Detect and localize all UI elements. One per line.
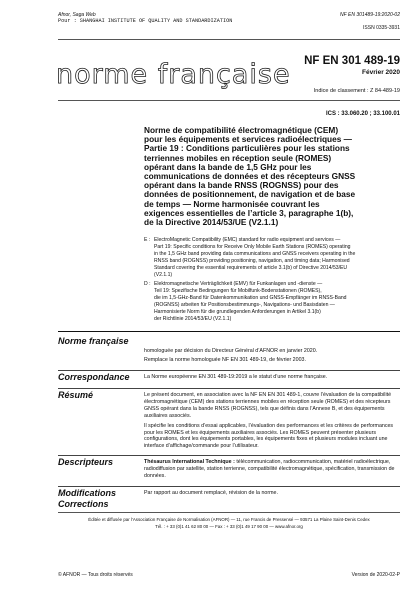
classification-text: Indice de classement : Z 84-489-19	[313, 88, 400, 94]
german-title-line: die im 1,5-GHz-Band für Datenkommunikation und GNSS-Empfänger im RNSS-Band	[154, 294, 347, 301]
section-rule	[58, 331, 400, 332]
correspondance-body	[144, 374, 400, 384]
descripteurs-text	[144, 459, 400, 480]
main-title-line: pour les équipements et services radioélectriques —	[144, 134, 352, 145]
resume-paragraph-1: Le présent document, en association avec la NF EN EN 301 489-1, couvre l’évaluation de la compatibilité électromagnétique (CEM) des stations terriennes mobiles en réception seule (ROMES) et des récepteurs GNSS opérant dans la bande RNSS (ROGNSS), tels que définis dans l’Annexe B, et des équipements auxiliaires associés.	[144, 392, 392, 419]
thesaurus-lead: Thésaurus International Technique :	[144, 459, 235, 465]
section-rule	[58, 370, 400, 371]
english-title-line: Standard covering the essential requirements of article 3.1(b) of Directive 2014/53/EU	[154, 264, 348, 271]
section-rule	[58, 486, 400, 487]
main-title-line: de temps — Norme harmonisée couvrant les	[144, 198, 320, 209]
german-title-lines	[154, 281, 400, 322]
english-title-line: RNSS band (ROGNSS) providing positioning, navigation, and timing data; Harmonised	[154, 257, 350, 264]
footer-copyright: © AFNOR — Tous droits réservés	[58, 572, 133, 578]
correspondance-label: Correspondance	[58, 372, 130, 382]
issn-text: ISSN 0335-3931	[363, 25, 400, 31]
english-title-line: ElectroMagnetic Compatibility (EMC) standard for radio equipment and services —	[154, 237, 341, 243]
norme-francaise-label: Norme française	[58, 336, 129, 346]
section-rule	[58, 388, 400, 389]
correspondance-text: La Norme européenne EN 301 489-19:2019 a le statut d’une norme française.	[144, 374, 328, 380]
modifications-label: Modifications	[58, 488, 116, 498]
main-title-line: de la Directive 2014/53/UE (V2.1.1)	[144, 217, 279, 228]
header-pour-line: Pour : SHANGHAI INSTITUTE OF QUALITY AND STANDARDIZATION	[58, 18, 233, 24]
homologation-line: homologuée par décision du Directeur Général d’AFNOR en janvier 2020.	[144, 348, 318, 354]
resume-paragraph-2: Il spécifie les conditions d’essai applicables, l’évaluation des performances et les critères de performances pour les ROMES et les équipements auxiliaires associés. Les ROMES peuvent présenter plusieurs configurations, dont les équipements portables, les équipements fixes et plusieurs modules incluant une interface d’affichage/commande pour l’utilisateur.	[144, 422, 394, 450]
classification-index	[314, 88, 400, 95]
replacement-line: Remplace la norme homologuée NF EN 301 489-19, de février 2003.	[144, 356, 306, 363]
german-marker: D :	[144, 281, 151, 287]
header-afnor-line: Afnor, Saga Web	[58, 12, 96, 18]
english-title-line: (V2.1.1)	[154, 271, 173, 278]
main-title-line: terriennes mobiles en réception seule (ROMES)	[144, 152, 332, 163]
english-marker: E :	[144, 237, 151, 243]
german-title	[144, 281, 400, 322]
issn	[0, 25, 400, 31]
header-rule	[58, 39, 400, 40]
english-title-line: in the 1,5 GHz band providing data communications and GNSS receivers operating in the	[154, 250, 356, 257]
english-title	[144, 237, 400, 278]
corrections-label: Corrections	[58, 499, 109, 509]
descripteurs-body	[144, 459, 400, 483]
modifications-text: Par rapport au document remplacé, révision de la norme.	[144, 490, 278, 496]
german-title-line: (ROGNSS) arbeiten für Positionsbestimmungs-, Navigations- und Basisdaten —	[154, 301, 335, 308]
main-title-line: exigences essentielles de l’article 3, paragraphe 1(b),	[144, 207, 354, 218]
main-title-line: communications de données et des récepteurs GNSS	[144, 171, 356, 182]
descripteurs-label: Descripteurs	[58, 457, 114, 467]
ics-codes: ICS : 33.060.20 ; 33.100.01	[325, 111, 400, 117]
publication-date: Février 2020	[362, 69, 400, 76]
main-title	[144, 126, 406, 227]
modifications-body	[144, 490, 400, 500]
english-title-lines	[154, 237, 400, 278]
german-title-line: Teil 19: Spezifische Bedingungen für Mobilfunk-Bodenstationen (ROMES),	[154, 287, 322, 294]
section-rule	[58, 455, 400, 456]
resume-body	[144, 392, 400, 453]
norme-francaise-logo: norme française	[56, 59, 291, 90]
footer-version: Version de 2020-02-P	[351, 572, 400, 578]
footer-publisher: Éditée et diffusée par l’Association Française de Normalisation (AFNOR) — 11, rue Francis de Pressensé — 93571 La Plaine Saint-Denis Cedex	[88, 517, 370, 522]
main-title-line: Partie 19 : Conditions particulières pour les stations	[144, 143, 350, 154]
header-doc-ref: NF EN 301489-19:2020-02	[340, 12, 400, 18]
english-title-line: Part 19: Specific conditions for Receive Only Mobile Earth Stations (ROMES) operating	[154, 243, 351, 250]
german-title-line: Harmonisierte Norm für die grundlegenden Anforderungen in Artikel 3.1(b)	[154, 308, 321, 315]
standard-number: NF EN 301 489-19	[304, 55, 400, 67]
main-title-line: opérant dans la bande RNSS (ROGNSS) pour des	[144, 180, 339, 191]
main-title-line: Norme de compatibilité électromagnétique (CEM)	[144, 125, 339, 135]
main-title-line: opérant dans la bande de 1,5 GHz pour les	[144, 161, 312, 172]
footer-contact: Tél. : + 33 (0)1 41 62 80 00 — Fax : + 33 (0)1 49 17 90 00 — www.afnor.org	[155, 524, 303, 529]
german-title-line: der Richtlinie 2014/53/EU (V2.1.1)	[154, 315, 232, 322]
title-rule	[58, 100, 400, 101]
descripteurs-keywords: télécommunication, radiocommunication, matériel radioélectrique, radiodiffusion par satellite, station terrienne, compatibilité électromagnétique, spécification, transmission de données.	[144, 459, 395, 479]
german-title-line: Elektromagnetische Verträglichkeit (EMV) für Funkanlagen und -dienste —	[154, 281, 323, 287]
footer-rule	[58, 512, 400, 513]
resume-label: Résumé	[58, 390, 94, 400]
norme-francaise-body	[144, 348, 400, 367]
main-title-line: données de positionnement, de navigation et de base	[144, 189, 356, 200]
